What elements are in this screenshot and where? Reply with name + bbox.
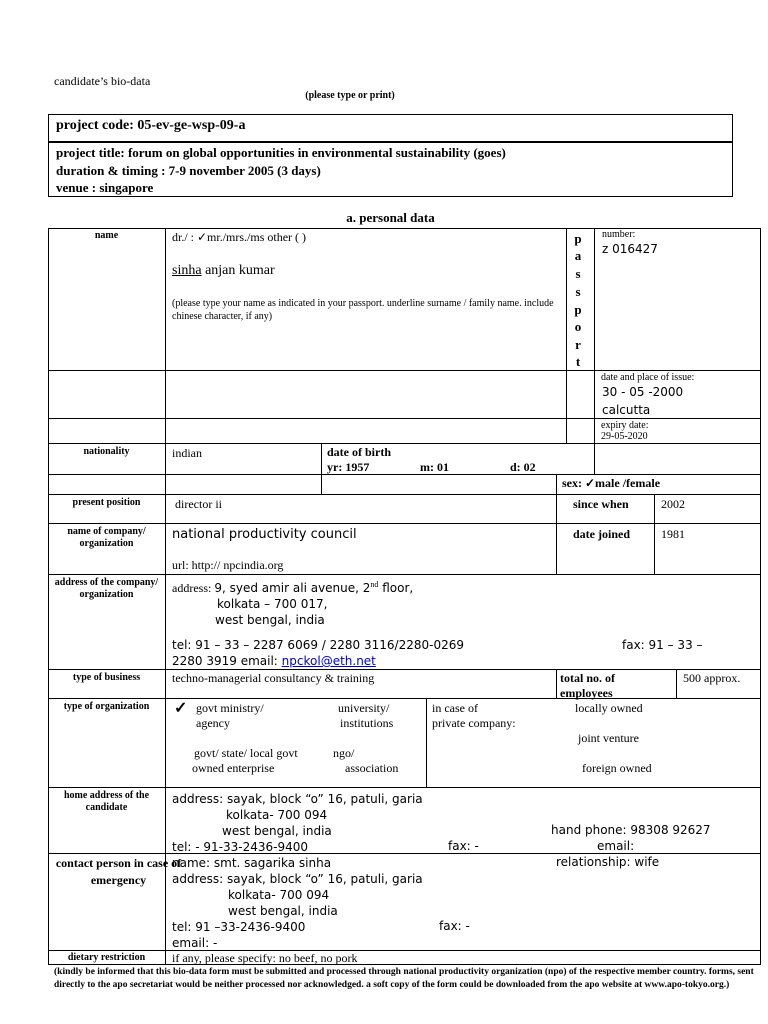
dob-d-value: 02 (523, 460, 536, 474)
passport-letter: p (574, 231, 582, 246)
home-line-2: kolkata- 700 094 (226, 808, 328, 822)
dob-label: date of birth (327, 445, 391, 459)
dob-yr-label: yr: (327, 460, 343, 474)
emergency-email: email: - (172, 936, 218, 950)
rule (48, 474, 761, 475)
private-company-line2: private company: (432, 716, 516, 730)
emergency-line-1: address: sayak, block “o” 16, patuli, garia (172, 872, 423, 886)
venue-value: singapore (99, 180, 154, 195)
dob-yr-value: 1957 (345, 460, 370, 474)
section-title: a. personal data (346, 210, 435, 225)
nationality-value: indian (172, 446, 202, 460)
sex-label: sex: (562, 476, 582, 490)
issue-label: date and place of issue: (601, 372, 695, 383)
address-label: address of the company/ organization (54, 577, 159, 600)
option-govt-ministry: govt ministry/ (196, 701, 264, 715)
rule (48, 669, 761, 670)
address-prefix: address: (172, 581, 212, 595)
rule (48, 370, 594, 371)
type-instruction: (please type or print) (305, 90, 395, 101)
passport-letter: s (575, 266, 581, 281)
company-tel: tel: 91 – 33 – 2287 6069 / 2280 3116/2280-0269 (172, 638, 464, 652)
passport-letter: r (575, 337, 581, 352)
rule (566, 228, 567, 443)
rule (654, 494, 655, 574)
address-line-1 (172, 577, 413, 596)
rule (48, 787, 761, 788)
emergency-label: contact person in case of emergency (55, 856, 182, 887)
emergency-tel: tel: 91 –33-2436-9400 (172, 920, 306, 934)
company-label: name of company/ organization (67, 526, 146, 549)
company-email-line (172, 654, 376, 668)
home-line-1: address: sayak, block “o” 16, patuli, garia (172, 792, 423, 806)
private-company-line1: in case of (432, 701, 478, 715)
dob-month (420, 460, 449, 475)
project-code (56, 118, 245, 134)
option-ngo: ngo/ (333, 746, 355, 760)
rule (426, 698, 427, 787)
project-title-line (56, 144, 506, 162)
emergency-fax: fax: - (439, 919, 470, 933)
duration-label: duration & timing : (56, 162, 166, 178)
passport-letter: t (575, 354, 581, 369)
nationality-label: nationality (83, 446, 130, 457)
company-email-link[interactable]: npckol@eth.net (281, 654, 376, 668)
rule (556, 474, 557, 574)
rule (556, 669, 557, 698)
option-locally-owned: locally owned (575, 701, 643, 715)
home-email: email: (597, 839, 635, 853)
rule (321, 443, 322, 494)
joined-label: date joined (573, 527, 630, 541)
company-fax: fax: 91 – 33 – (622, 638, 703, 652)
emergency-relationship: relationship: wife (556, 855, 660, 869)
address-line-2: kolkata – 700 017, (217, 597, 328, 611)
rule (594, 418, 761, 419)
org-type-label: type of organization (63, 701, 150, 712)
venue-label: venue : (56, 180, 97, 195)
duration-line (56, 162, 506, 180)
rule (48, 574, 761, 575)
project-code-value: 05-ev-ge-wsp-09-a (137, 118, 246, 133)
expiry-date: 29-05-2020 (601, 431, 648, 442)
project-title-label: project title: (56, 145, 125, 160)
surname: sinha (172, 263, 202, 278)
home-address (172, 791, 423, 855)
dob-day (510, 460, 536, 475)
option-state-govt: govt/ state/ local govt (194, 746, 298, 760)
home-line-3: west bengal, india (222, 824, 332, 838)
expiry-label: expiry date: (601, 420, 649, 431)
passport-number: z 016427 (602, 242, 658, 256)
rule (594, 228, 595, 474)
company-value: national productivity council (172, 527, 357, 542)
issue-date: 30 - 05 -2000 (602, 385, 684, 399)
passport-letter: o (574, 319, 582, 334)
project-title-value: forum on global opportunities in environmental sustainability (goes) (127, 145, 506, 160)
option-agency: agency (196, 716, 230, 730)
name-note: (please type your name as indicated in your passport. underline surname / family name. include chinese character, if any) (172, 298, 554, 322)
position-value: director ii (175, 497, 222, 511)
hand-phone: hand phone: 98308 92627 (551, 823, 711, 837)
govt-ministry-checkmark[interactable]: ✓ (174, 700, 188, 717)
emergency-contact (172, 855, 423, 951)
joined-value: 1981 (661, 527, 685, 541)
issue-place: calcutta (602, 403, 651, 417)
emergency-line-3: west bengal, india (228, 904, 338, 918)
home-fax: fax: - (448, 839, 479, 853)
project-info (56, 144, 506, 197)
rule (676, 669, 677, 698)
full-name (172, 263, 275, 279)
address-line1-main: 9, syed amir ali avenue, 2 (214, 581, 371, 595)
project-code-label: project code: (56, 118, 134, 133)
option-university: university/ (338, 701, 390, 715)
dob-year (327, 460, 369, 475)
option-association: association (345, 761, 399, 775)
given-name: anjan kumar (201, 263, 275, 278)
option-institutions: institutions (340, 716, 394, 730)
address-sup: nd (370, 580, 379, 589)
dob-m-value: 01 (437, 460, 449, 474)
employees-label: total no. of employees (560, 671, 615, 700)
company-address (172, 577, 413, 628)
rule (48, 443, 761, 444)
business-value: techno-managerial consultancy & training (172, 671, 375, 685)
home-label: home address of the candidate (63, 790, 150, 813)
footer-note: (kindly be informed that this bio-data form must be submitted and processed through national productivity organization (npo) of the respective member country. forms, sent directly to the apo secretariat would be neither processed nor acknowledged. a soft copy of the form could be downloaded from the apo website at www.apo-tokyo.org.) (54, 967, 754, 990)
since-label: since when (573, 497, 629, 511)
passport-letter: a (574, 248, 582, 263)
venue-line (56, 179, 506, 197)
form-title: candidate’s bio-data (54, 74, 151, 88)
sex-value: ✓male /female (585, 476, 661, 490)
emergency-line-2: kolkata- 700 094 (228, 888, 330, 902)
address-line1-end: floor, (378, 581, 414, 595)
position-label: present position (72, 497, 141, 508)
company-url: url: http:// npcindia.org (172, 558, 284, 572)
passport-letter: p (574, 302, 582, 317)
option-joint-venture: joint venture (578, 731, 639, 745)
dob-d-label: d: (510, 460, 521, 474)
employees-value: 500 approx. (683, 671, 741, 685)
duration-value: 7-9 november 2005 (3 days) (168, 162, 321, 178)
business-label: type of business (72, 672, 141, 683)
option-foreign-owned: foreign owned (582, 761, 652, 775)
rule (48, 418, 594, 419)
passport-number-label: number: (602, 229, 636, 240)
rule (594, 370, 761, 371)
title-options: dr./ : ✓mr./mrs./ms other ( ) (172, 230, 307, 244)
home-tel: tel: - 91-33-2436-9400 (172, 840, 309, 854)
name-label: name (94, 230, 119, 241)
sex-field (562, 476, 660, 491)
passport-letter: s (575, 284, 581, 299)
option-owned-enterprise: owned enterprise (192, 761, 275, 775)
dob-m-label: m: (420, 460, 434, 474)
dietary-label: dietary restriction (67, 952, 146, 963)
emergency-name: name: smt. sagarika sinha (172, 856, 332, 870)
dietary-value: if any, please specify: no beef, no pork (172, 951, 358, 965)
address-line-3: west bengal, india (215, 613, 325, 627)
fax-continued: 2280 3919 email: (172, 654, 282, 668)
since-value: 2002 (661, 497, 685, 511)
